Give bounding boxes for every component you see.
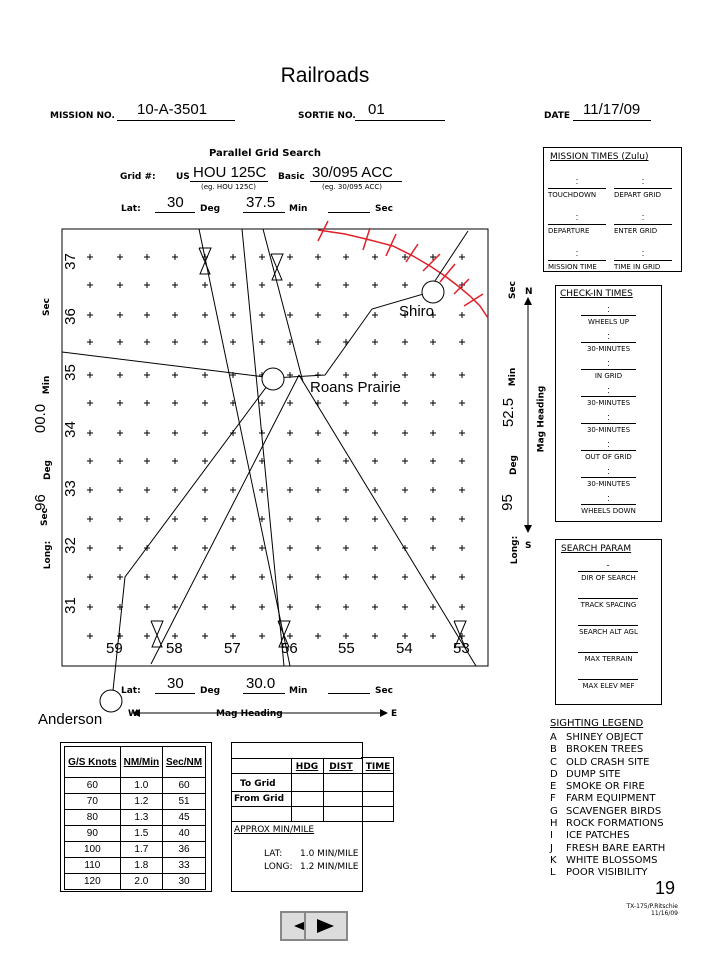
checkin-time-field[interactable]: : [581,331,636,343]
checkin-label: WHEELS UP [588,318,629,326]
left-min-label: Min [42,375,53,395]
right-deg-value: 95 [498,494,516,511]
checkin-label: IN GRID [594,372,623,380]
top-deg-label: Deg [200,204,221,214]
approx-long-value: 1.2 MIN/MILE [300,862,359,872]
mission-times-box [543,147,682,272]
checkin-label: 30-MINUTES [586,480,631,488]
table-row [65,810,206,826]
west-label: W [128,709,138,719]
table-cell: 1.0 [120,778,162,794]
nav-table-box [231,742,391,892]
checkin-time-field[interactable]: : [581,304,636,316]
legend-value: WHITE BLOSSOMS [566,854,658,866]
basic-value: 30/095 ACC [312,164,393,181]
legend-key: F [550,793,556,805]
legend-key: B [550,744,557,756]
basic-hint: (eg. 30/095 ACC) [322,183,382,191]
table-cell: 70 [65,794,121,810]
place-anderson: Anderson [38,711,103,728]
top-lat-min: 37.5 [246,194,276,211]
table-cell: 30 [163,874,206,890]
bottom-lat-deg: 30 [167,675,184,692]
grid-value: HOU 125C [193,164,267,181]
row-label: 37 [61,253,79,270]
left-min-value: 00.0 [32,403,50,434]
place-roans-prairie: Roans Prairie [310,379,401,396]
bottom-lat-sec-line [328,677,370,694]
basic-label: Basic [278,172,305,182]
checkin-label: OUT OF GRID [585,453,632,461]
search-param-field[interactable]: - [578,560,638,572]
nav-header-time: TIME [365,762,391,772]
table-row [65,794,206,810]
mission-time-label: TIME IN GRID [614,263,661,271]
legend-item [550,732,670,744]
checkin-time-field[interactable]: : [581,466,636,478]
legend-item [550,757,670,769]
checkin-time-field[interactable]: : [581,493,636,505]
mission-time-field[interactable]: : [614,176,672,189]
checkin-time-field[interactable]: : [581,412,636,424]
table-cell: 100 [65,842,121,858]
bottom-lat-min: 30.0 [246,675,276,692]
nav-row-to-grid: To Grid [240,779,276,789]
table-row [65,874,206,890]
top-lat-label: Lat: [121,204,141,214]
footer-credit-line2: 11/16/09 [651,910,678,917]
legend-item [550,806,670,818]
road-2 [112,378,276,700]
col-label: 54 [396,640,413,657]
approx-long-label: LONG: [264,862,293,872]
left-deg-value: 96 [31,494,49,511]
legend-key: J [550,842,553,854]
mission-time-field[interactable]: : [548,248,606,261]
search-param-title: SEARCH PARAM [561,544,632,554]
search-param-box [555,539,662,705]
table-row [65,778,206,794]
mission-time-field[interactable]: : [548,176,606,189]
legend-value: DUMP SITE [566,768,621,780]
approx-lat-value: 1.0 MIN/MILE [300,849,359,859]
sighting-legend-title: SIGHTING LEGEND [550,718,644,729]
search-param-field[interactable] [578,668,638,680]
search-param-label: MAX TERRAIN [584,655,633,663]
table-cell: 80 [65,810,121,826]
table-cell: 1.5 [120,826,162,842]
legend-item [550,793,670,805]
place-shiro: Shiro [399,303,435,320]
table-cell: 40 [163,826,206,842]
legend-item [550,744,670,756]
north-label: N [525,287,533,297]
sortie-label: SORTIE NO. [298,111,356,121]
legend-key: G [550,805,558,817]
nav-table-extension [361,757,394,822]
legend-value: ROCK FORMATIONS [566,818,664,830]
mission-time-label: TOUCHDOWN [548,191,597,199]
legend-item [550,843,670,855]
table-row [65,826,206,842]
checkin-time-field[interactable]: : [581,385,636,397]
anderson-circle [100,690,122,712]
rail-1 [199,229,290,666]
mission-time-label: MISSION TIME [548,263,597,271]
checkin-label: WHEELS DOWN [581,507,636,515]
legend-item [550,769,670,781]
row-label: 31 [61,597,79,614]
mag-heading-horizontal: Mag Heading [216,709,283,719]
legend-value: POOR VISIBILITY [566,867,648,879]
legend-item [550,781,670,793]
legend-value: FRESH BARE EARTH [566,842,666,854]
search-param-field[interactable] [578,641,638,653]
table-cell: 1.8 [120,858,162,874]
bottom-sec-label: Sec [375,686,393,696]
col-label: 53 [453,640,470,657]
mission-time-label: DEPARTURE [548,227,590,235]
legend-key: D [550,768,558,780]
table-cell: 60 [163,778,206,794]
us-label: US [176,172,190,182]
legend-value: BROKEN TREES [566,744,644,756]
row-label: 34 [61,421,79,438]
table-cell: 1.2 [120,794,162,810]
top-lat-deg: 30 [167,194,184,211]
grid-label: Grid #: [120,172,156,182]
nav-header-hdg: HDG [295,762,319,772]
search-param-label: DIR OF SEARCH [581,574,636,582]
mission-value: 10-A-3501 [137,101,208,118]
search-param-label: SEARCH ALT AGL [579,628,638,636]
right-min-value: 52.5 [500,397,518,428]
legend-key: C [550,756,557,768]
search-param-field[interactable] [578,614,638,626]
checkin-label: 30-MINUTES [586,399,631,407]
legend-item [550,830,670,842]
speed-table [64,746,206,890]
roans-prairie-circle [262,368,284,390]
right-sec-label: Sec [507,281,518,299]
bottom-deg-label: Deg [200,686,221,696]
speed-table-box [60,742,212,892]
legend-key: L [550,867,556,879]
search-param-label: MAX ELEV MEF [582,682,635,690]
arrow-right-icon [315,918,337,934]
page-number: 19 [655,878,676,898]
row-label: 33 [61,480,79,497]
mission-time-field[interactable]: : [548,212,606,225]
legend-key: H [550,818,558,830]
legend-key: K [550,854,557,866]
speed-header-gs: G/S Knots [65,747,121,778]
mission-time-field[interactable]: : [614,212,672,225]
checkin-title: CHECK-IN TIMES [560,289,633,299]
legend-value: ICE PATCHES [566,830,630,842]
col-label: 55 [338,640,355,657]
legend-item [550,818,670,830]
footer-credit-line1: TX-175/P.Ritschie [626,903,678,910]
table-cell: 2.0 [120,874,162,890]
table-cell: 51 [163,794,206,810]
table-cell: 36 [163,842,206,858]
south-label: S [525,541,532,551]
top-min-label: Min [289,204,308,214]
table-cell: 1.3 [120,810,162,826]
right-deg-label: Deg [509,454,520,476]
table-row [65,842,206,858]
sighting-legend [550,718,670,880]
checkin-label: 30-MINUTES [586,426,631,434]
legend-key: A [550,732,557,743]
legend-key: E [550,781,557,793]
left-deg-label: Deg [43,459,54,481]
mission-times-title: MISSION TIMES (Zulu) [550,152,649,162]
right-long-label: Long: [510,535,521,565]
checkin-box [555,285,662,522]
right-min-label: Min [508,367,519,387]
date-value: 11/17/09 [583,101,641,118]
legend-value: FARM EQUIPMENT [566,793,656,805]
road-4 [299,375,476,666]
table-row [65,858,206,874]
approx-lat-label: LAT: [264,849,283,859]
page-title: Railroads [280,64,370,87]
grid-search-heading: Parallel Grid Search [209,148,321,159]
table-cell: 90 [65,826,121,842]
table-cell: 60 [65,778,121,794]
col-label: 56 [281,640,298,657]
rail-3 [263,229,303,382]
row-label: 35 [61,364,79,381]
mission-time-field[interactable]: : [614,248,672,261]
rail-2 [242,229,284,666]
next-page-button[interactable] [304,911,348,941]
table-cell: 45 [163,810,206,826]
search-param-field[interactable] [578,587,638,599]
search-param-label: TRACK SPACING [580,601,637,609]
sortie-value: 01 [368,101,385,118]
row-label: 32 [61,537,79,554]
shiro-circle [422,281,444,303]
footer-credit [608,903,678,917]
east-label: E [391,709,398,719]
mission-label: MISSION NO. [50,111,115,121]
table-cell: 1.7 [120,842,162,858]
table-cell: 33 [163,858,206,874]
left-sec-label-2: Sec [41,298,52,316]
speed-header-secnm: Sec/NM [163,747,206,778]
legend-item [550,855,670,867]
bottom-lat-label: Lat: [121,686,141,696]
checkin-time-field[interactable]: : [581,439,636,451]
date-label: DATE [544,111,571,121]
mag-heading-vertical: Mag Heading [536,385,547,453]
grid-hint: (eg. HOU 125C) [201,183,257,191]
nav-header-dist: DIST [329,762,353,772]
speed-header-nmmin: NM/Min [120,747,162,778]
legend-value: SMOKE OR FIRE [566,781,645,793]
nav-row-from-grid: From Grid [234,794,285,804]
mission-time-label: DEPART GRID [614,191,661,199]
col-label: 59 [106,640,123,657]
legend-value: OLD CRASH SITE [566,756,650,768]
left-long-label: Long: [43,540,54,570]
legend-key: I [550,830,553,842]
legend-value: SCAVENGER BIRDS [566,805,662,817]
left-sec-label: Sec [40,508,50,526]
mission-time-label: ENTER GRID [614,227,658,235]
col-label: 58 [166,640,183,657]
approx-title: APPROX MIN/MILE [234,825,315,835]
tower-icon [199,248,211,274]
table-cell: 110 [65,858,121,874]
checkin-label: 30-MINUTES [586,345,631,353]
top-sec-label: Sec [375,204,393,214]
table-cell: 120 [65,874,121,890]
checkin-time-field[interactable]: : [581,358,636,370]
row-label: 36 [61,308,79,325]
bottom-min-label: Min [289,686,308,696]
col-label: 57 [224,640,241,657]
legend-value: SHINEY OBJECT [566,732,643,743]
legend-item [550,867,670,879]
